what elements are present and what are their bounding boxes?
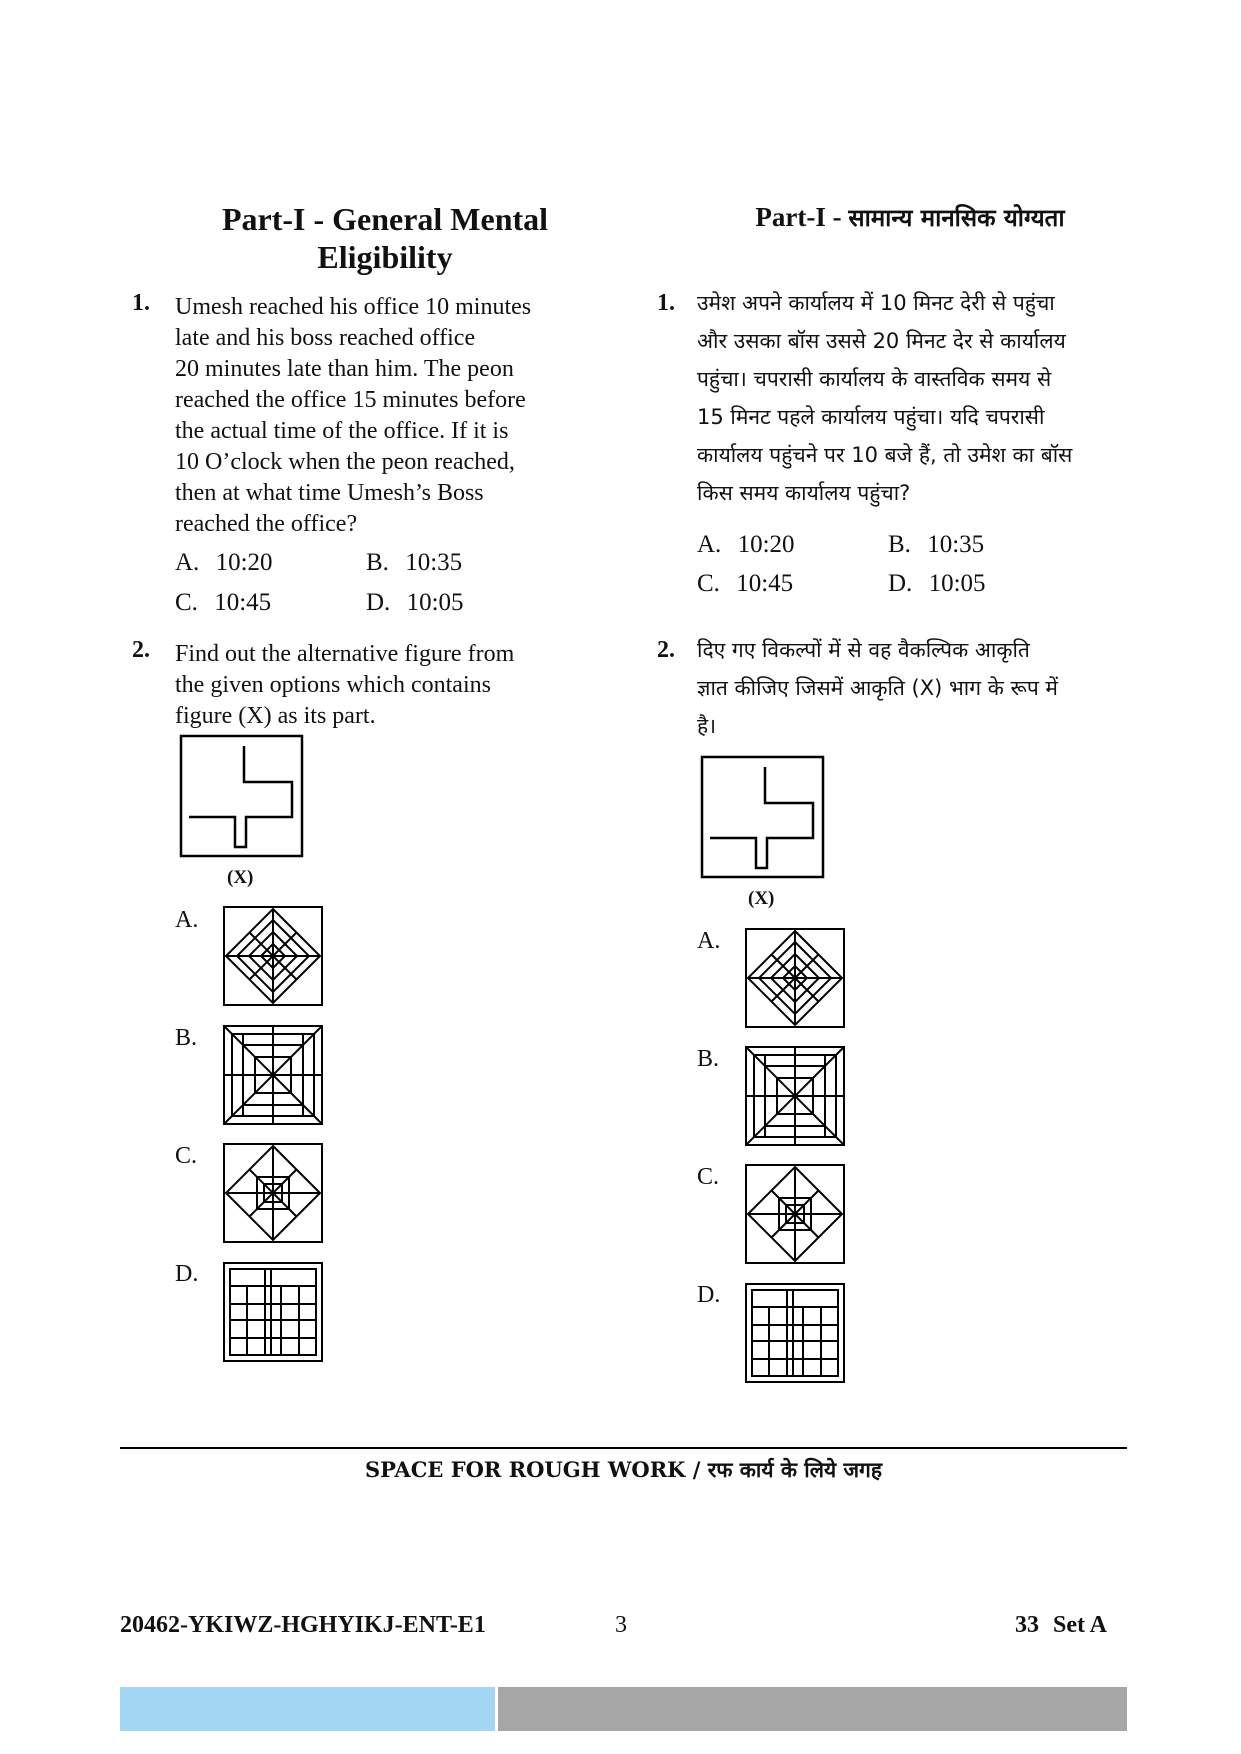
hindi-q1-line: 15 मिनट पहले कार्यालय पहुंचा। यदि चपरासी xyxy=(697,405,1045,429)
hindi-question-1-number: 1. xyxy=(657,290,675,316)
q1-option-d[interactable] xyxy=(366,589,464,617)
figure-x-label: (X) xyxy=(227,867,254,888)
set-label: Set A xyxy=(1053,1612,1107,1638)
q1-line: then at what time Umesh’s Boss xyxy=(175,480,484,506)
q2-option-a-label[interactable]: A. xyxy=(175,907,199,933)
question-2-number: 2. xyxy=(132,637,150,663)
q2-option-c-label[interactable]: C. xyxy=(175,1143,198,1169)
q1-option-b[interactable] xyxy=(366,549,462,577)
option-value: 10:20 xyxy=(215,549,273,576)
option-label: C. xyxy=(697,570,720,597)
hindi-q2-option-a-label[interactable]: A. xyxy=(697,928,721,954)
hindi-q2-option-c-label[interactable]: C. xyxy=(697,1164,720,1190)
hindi-q2-line: है। xyxy=(697,714,717,738)
hindi-figure-x-label: (X) xyxy=(748,888,775,909)
question-1-text xyxy=(175,292,595,540)
page-number: 3 xyxy=(615,1612,627,1638)
option-value: 10:20 xyxy=(737,531,795,558)
option-label: A. xyxy=(697,531,722,558)
option-c-figure[interactable] xyxy=(223,1143,323,1243)
option-d-figure[interactable] xyxy=(223,1262,323,1362)
option-value: 10:45 xyxy=(736,570,794,597)
option-label: B. xyxy=(888,531,911,558)
hindi-option-d-figure[interactable] xyxy=(745,1283,845,1383)
rough-work-label: SPACE FOR ROUGH WORK / रफ कार्य के लिये जगह xyxy=(364,1457,883,1482)
hindi-option-c-figure[interactable] xyxy=(745,1164,845,1264)
section-title-line1: Part-I - General Mental xyxy=(221,201,549,237)
option-value: 10:05 xyxy=(406,589,464,616)
q1-line: reached the office? xyxy=(175,511,358,537)
hindi-q2-option-b-label[interactable]: B. xyxy=(697,1046,720,1072)
q1-line: 20 minutes late than him. The peon xyxy=(175,356,514,382)
option-label: B. xyxy=(366,549,389,576)
option-value: 10:35 xyxy=(405,549,463,576)
hindi-question-1-text xyxy=(697,284,1137,512)
q1-line: the actual time of the office. If it is xyxy=(175,418,509,444)
option-value: 10:05 xyxy=(928,570,986,597)
q1-line: 10 O’clock when the peon reached, xyxy=(175,449,515,475)
footer-set xyxy=(1015,1612,1107,1639)
section-title-english xyxy=(160,200,610,276)
section-title-prefix: Part-I - xyxy=(755,202,849,232)
hindi-option-a-figure[interactable] xyxy=(745,928,845,1028)
section-title-hindi xyxy=(700,200,1120,235)
rough-work-divider xyxy=(120,1447,1127,1449)
question-1-number: 1. xyxy=(132,290,150,316)
option-value: 10:45 xyxy=(214,589,272,616)
hindi-q1-option-d[interactable] xyxy=(888,570,986,598)
q1-line: Umesh reached his office 10 minutes xyxy=(175,294,532,320)
hindi-question-2-text xyxy=(697,631,1137,745)
option-b-figure[interactable] xyxy=(223,1025,323,1125)
q2-option-d-label[interactable]: D. xyxy=(175,1261,199,1287)
q1-line: reached the office 15 minutes before xyxy=(175,387,526,413)
q2-line: the given options which contains xyxy=(175,672,491,698)
option-a-figure[interactable] xyxy=(223,906,323,1006)
hindi-q1-line: और उसका बॉस उससे 20 मिनट देर से कार्यालय xyxy=(697,329,1066,353)
q1-line: late and his boss reached office xyxy=(175,325,476,351)
footer-bar-left xyxy=(120,1687,495,1731)
hindi-q1-option-a[interactable] xyxy=(697,531,795,559)
hindi-question-2-number: 2. xyxy=(657,637,675,663)
hindi-q2-line: दिए गए विकल्पों में से वह वैकल्पिक आकृति xyxy=(697,638,1030,662)
hindi-option-b-figure[interactable] xyxy=(745,1046,845,1146)
set-number: 33 xyxy=(1015,1612,1039,1638)
hindi-q1-line: कार्यालय पहुंचने पर 10 बजे हैं, तो उमेश का बॉस xyxy=(697,443,1073,467)
option-label: C. xyxy=(175,589,198,616)
footer-code: 20462-YKIWZ-HGHYIKJ-ENT-E1 xyxy=(120,1612,486,1638)
q2-line: Find out the alternative figure from xyxy=(175,641,515,667)
hindi-q1-option-b[interactable] xyxy=(888,531,984,559)
option-value: 10:35 xyxy=(927,531,985,558)
hindi-q1-line: उमेश अपने कार्यालय में 10 मिनट देरी से पहुंचा xyxy=(697,291,1055,315)
q1-option-c[interactable] xyxy=(175,589,271,617)
hindi-q2-option-d-label[interactable]: D. xyxy=(697,1282,721,1308)
hindi-q2-line: ज्ञात कीजिए जिसमें आकृति (X) भाग के रूप में xyxy=(697,676,1058,700)
footer-bar-right xyxy=(498,1687,1127,1731)
section-title-line2: Eligibility xyxy=(317,239,453,275)
figure-x xyxy=(179,734,304,858)
q2-option-b-label[interactable]: B. xyxy=(175,1025,198,1051)
hindi-q1-line: पहुंचा। चपरासी कार्यालय के वास्तविक समय से xyxy=(697,367,1052,391)
q2-line: figure (X) as its part. xyxy=(175,703,376,729)
hindi-figure-x xyxy=(700,755,825,879)
hindi-q1-option-c[interactable] xyxy=(697,570,793,598)
q1-option-a[interactable] xyxy=(175,549,273,577)
section-title-hindi-text: सामान्य मानसिक योग्यता xyxy=(848,204,1065,232)
hindi-q1-line: किस समय कार्यालय पहुंचा? xyxy=(697,481,911,505)
question-2-text xyxy=(175,639,595,732)
option-label: A. xyxy=(175,549,200,576)
option-label: D. xyxy=(888,570,913,597)
option-label: D. xyxy=(366,589,391,616)
